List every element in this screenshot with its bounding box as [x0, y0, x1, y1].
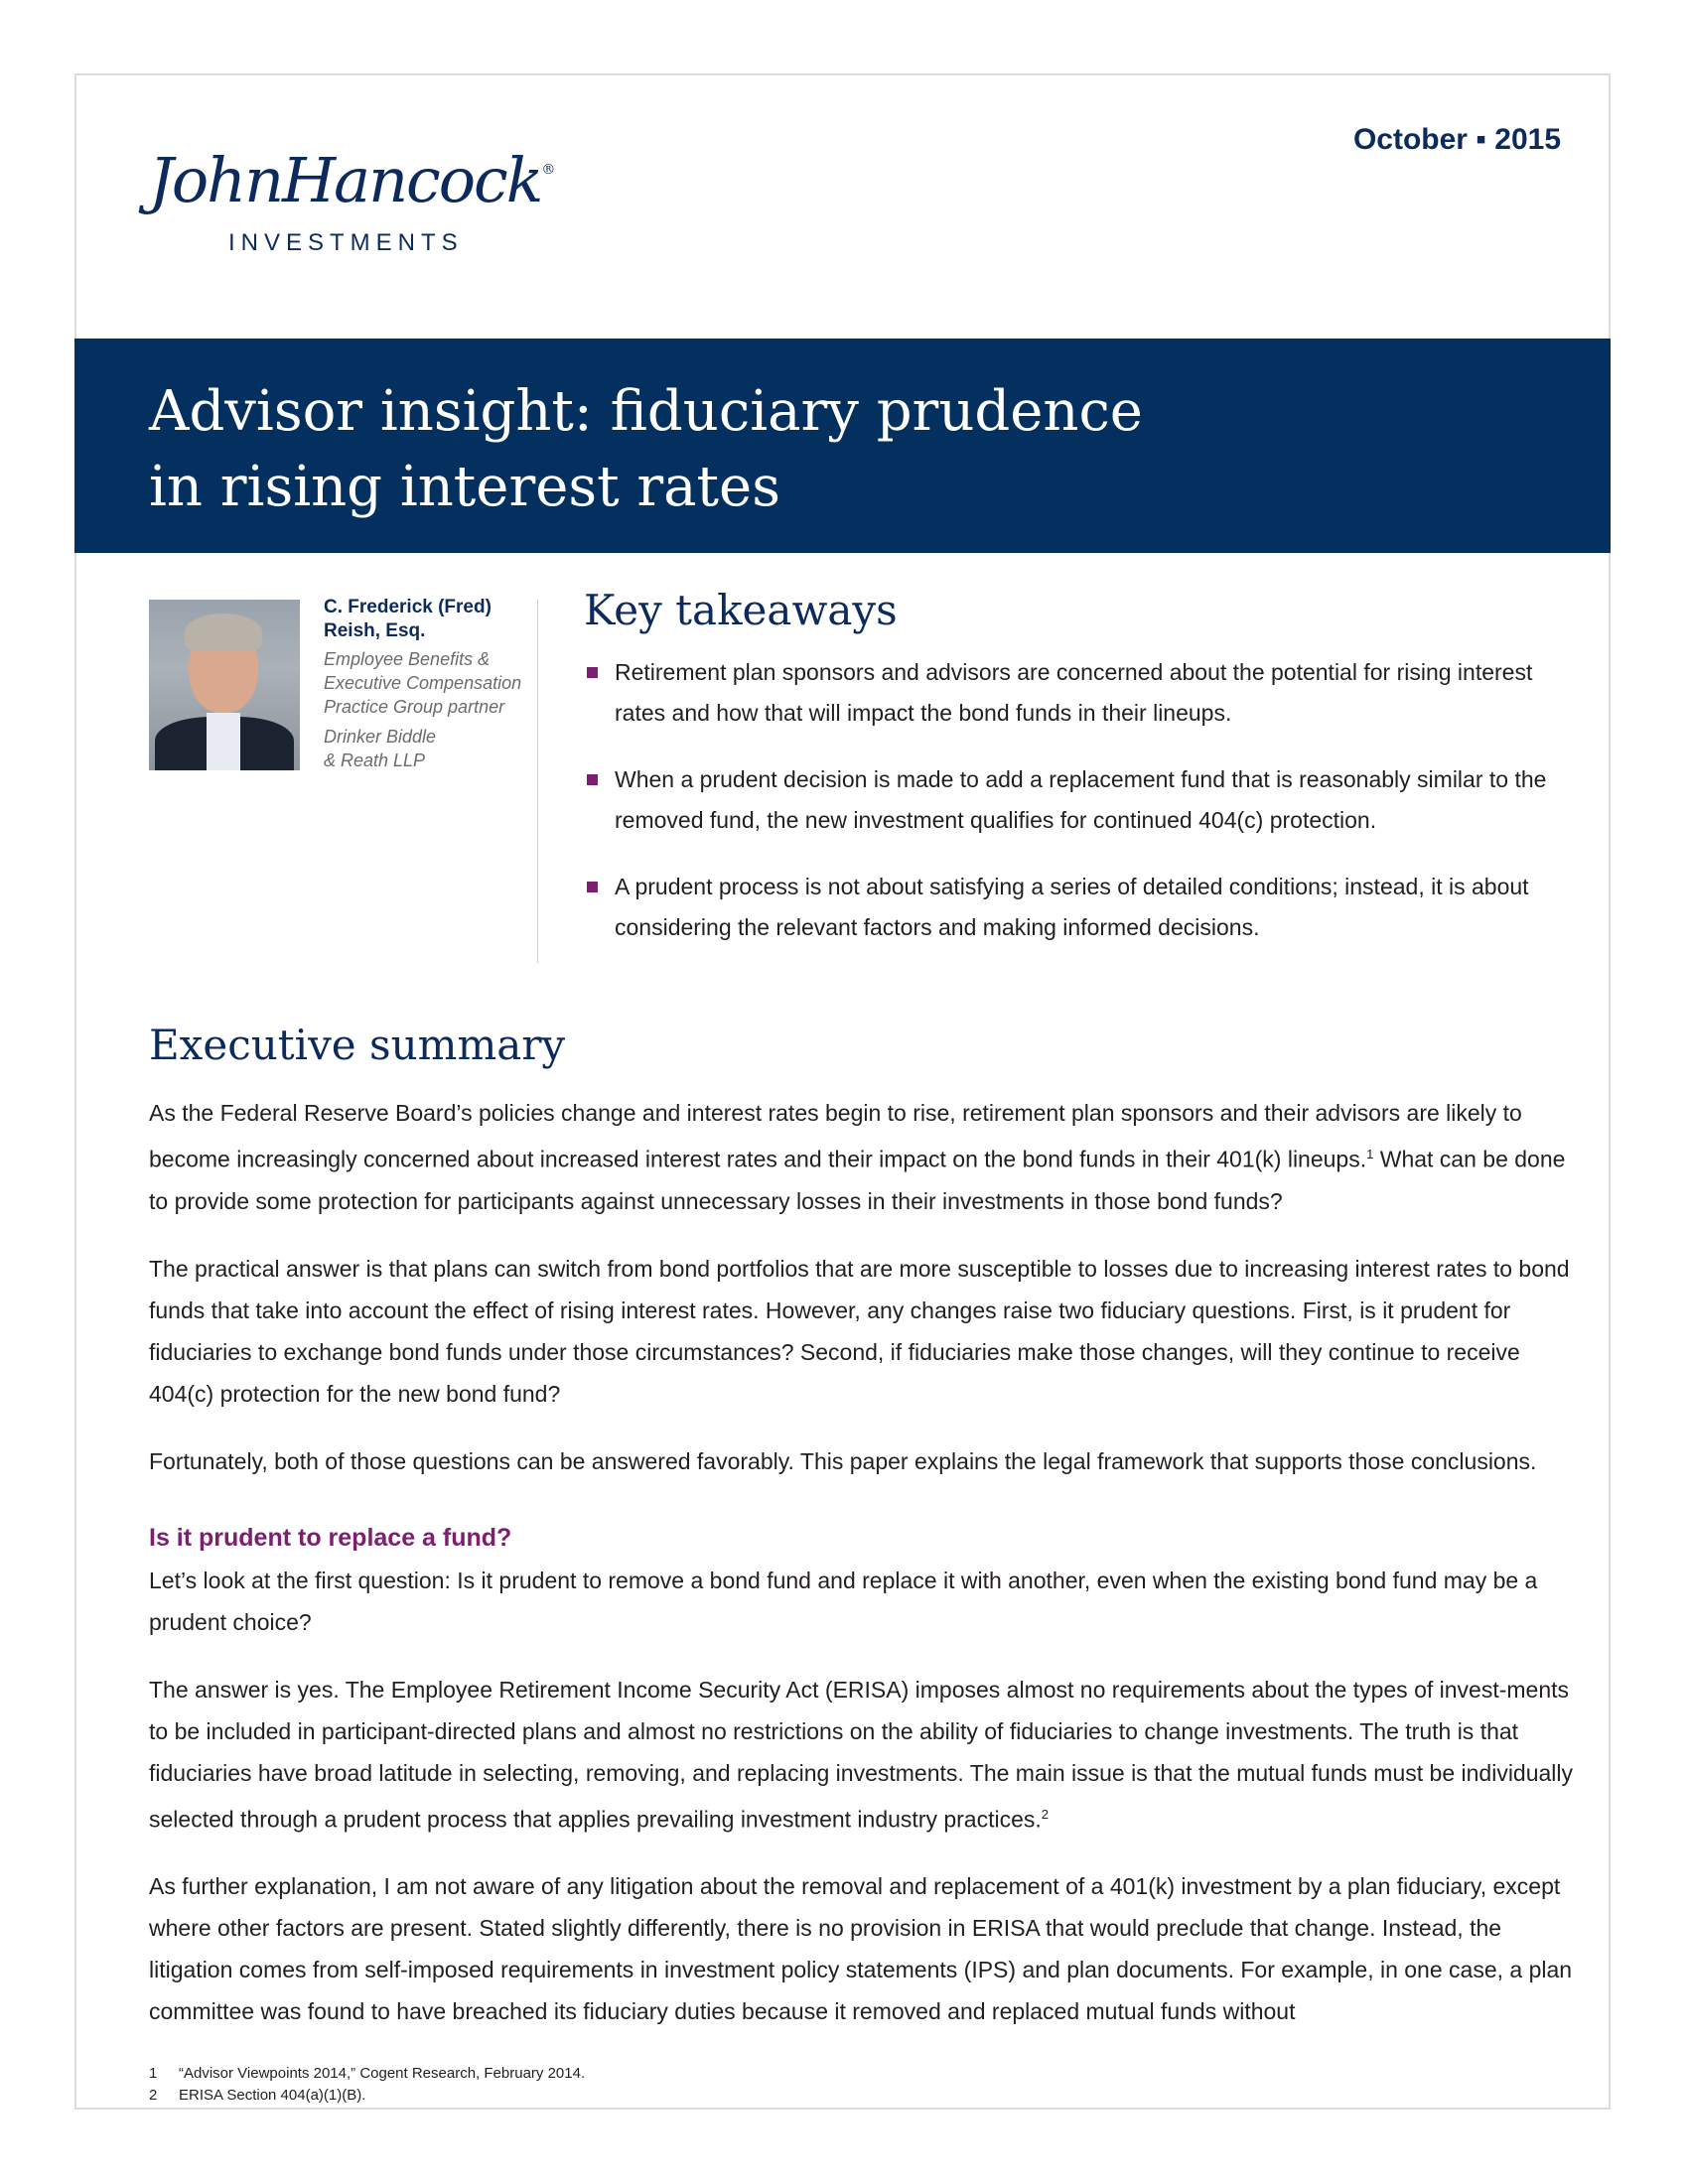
page-title: Advisor insight: fiduciary prudence in rising interest rates [149, 379, 1143, 519]
author-photo [149, 600, 300, 770]
author-name: C. Frederick (Fred) Reish, Esq. [324, 597, 492, 641]
takeaways-list [584, 652, 1577, 948]
square-bullet-icon [587, 774, 598, 785]
column-divider [537, 600, 538, 963]
footnote-ref[interactable]: 2 [1041, 1806, 1050, 1822]
executive-summary-heading: Executive summary [149, 1021, 566, 1069]
paragraph: Let’s look at the first question: Is it prudent to remove a bond fund and replace it with another, even when the existing bond fund may be a prudent choice? [149, 1567, 1538, 1635]
paragraph: As further explanation, I am not aware of any litigation about the removal and replacement of a 401(k) investment by a plan fiduciary, except where other factors are present. Stated slightly differently, there is no provision in ERISA that would preclude that change. Instead, the litigation comes from self-imposed requirements in investment policy statements (IPS) and plan documents. For example, in one case, a plan committee was found to have breached its fiduciary duties because it removed and replaced mutual funds without [149, 1873, 1573, 2025]
publication-date: October ▪ 2015 [1352, 123, 1561, 156]
footnote: 1 “Advisor Viewpoints 2014,” Cogent Research, February 2014. [149, 2065, 586, 2082]
paragraph: The practical answer is that plans can switch from bond portfolios that are more susceptible to losses due to increasing interest rates to bond funds that take into account the effect of rising interest rates. However, any changes raise two fiduciary questions. First, is it prudent for fiduciaries to exchange bond funds under those circumstances? Second, if fiduciaries make those changes, will they continue to receive 404(c) protection for the new bond fund? [149, 1255, 1570, 1407]
footnote: 2 ERISA Section 404(a)(1)(B). [149, 2087, 366, 2104]
john-hancock-logo [149, 144, 554, 263]
paragraph: Fortunately, both of those questions can be answered favorably. This paper explains the legal framework that supports those conclusions. [149, 1447, 1537, 1474]
logo-subtitle: INVESTMENTS [228, 229, 464, 256]
logo-script: JohnHancock® [149, 144, 554, 216]
author-info [324, 596, 537, 772]
key-takeaways-heading: Key takeaways [584, 586, 898, 634]
square-bullet-icon [587, 882, 598, 892]
square-bullet-icon [587, 667, 598, 678]
takeaway-item: A prudent process is not about satisfying a series of detailed conditions; instead, it is about considering the relevant factors and making informed decisions. [584, 867, 1577, 948]
paragraph: As the Federal Reserve Board’s policies change and interest rates begin to rise, retirement plan sponsors and their advisors are likely to become increasingly concerned about increased interest rates and their impact on the bond funds in their 401(k) lineups.$^1$ What can be done to provide some protection for participants against unnecessary losses in their investments in those bond funds? [149, 1100, 1566, 1214]
footnote-ref[interactable]: 1 [1366, 1147, 1374, 1161]
takeaway-item: When a prudent decision is made to add a replacement fund that is reasonably similar to the removed fund, the new investment qualifies for continued 404(c) protection. [584, 759, 1577, 841]
key-takeaways [584, 586, 1577, 974]
author-firm: Drinker Biddle & Reath LLP [324, 727, 437, 770]
takeaway-item: Retirement plan sponsors and advisors are concerned about the potential for rising interest rates and how that will impact the bond funds in their lineups. [584, 652, 1577, 734]
article-body [149, 1092, 1574, 2058]
section-heading: Is it prudent to replace a fund? [149, 1523, 512, 1552]
paragraph: The answer is yes. The Employee Retirement Income Security Act (ERISA) imposes almost no requirements about the types of invest-ments to be included in participant-directed plans and almost no restrictions on the ability of fiduciaries to change investments. The truth is that fiduciaries have broad latitude in selecting, removing, and replacing investments. The main issue is that the mutual funds must be individually selected through a prudent process that applies prevailing investment industry practices.$^2$ [149, 1676, 1574, 1833]
title-banner [74, 339, 1611, 553]
author-role: Employee Benefits & Executive Compensation Practice Group partner [324, 649, 522, 717]
footnotes [149, 2063, 1340, 2107]
